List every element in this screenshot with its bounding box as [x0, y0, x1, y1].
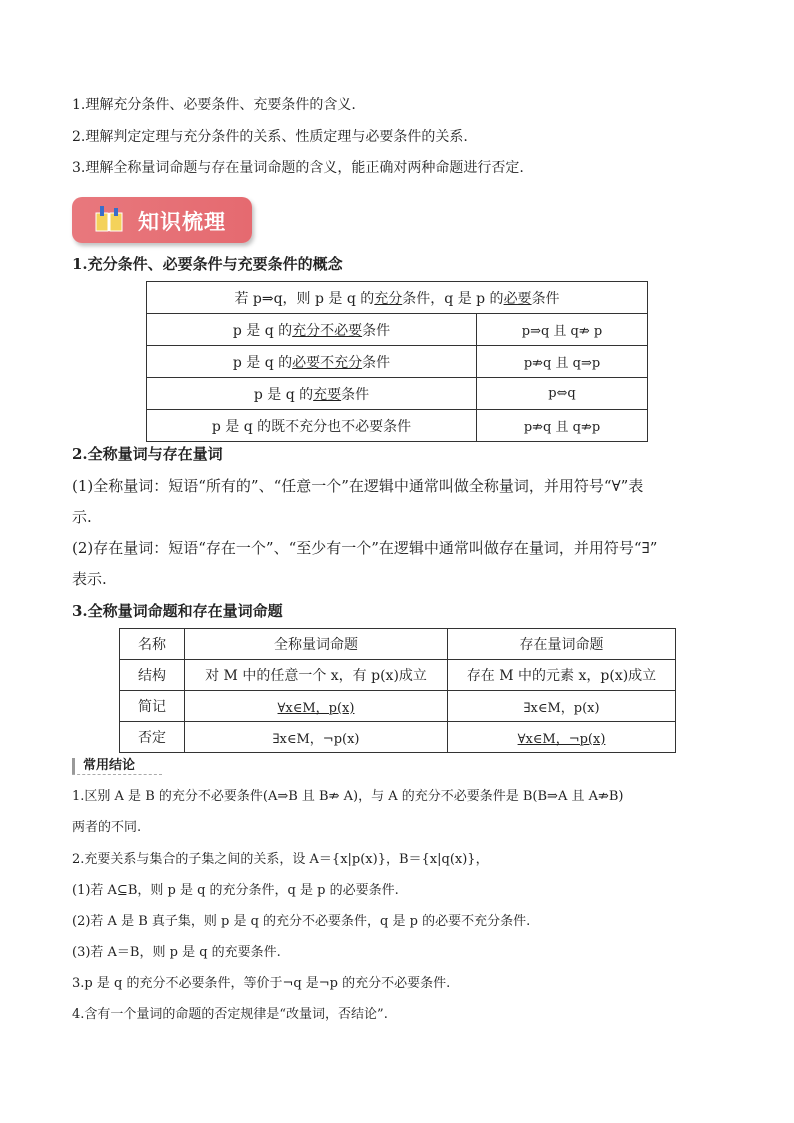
section1-heading: 1.充分条件、必要条件与充要条件的概念: [72, 255, 343, 273]
banner-title: 知识梳理: [138, 210, 226, 234]
table-row: 结构 对 M 中的任意一个 x，有 p(x)成立 存在 M 中的元素 x，p(x)成立: [120, 660, 676, 691]
quantifier-line-3: (2)存在量词：短语“存在一个”、“至少有一个”在逻辑中通常叫做存在量词，并用符号“∃”: [72, 539, 658, 557]
quantifier-line-2: 示.: [72, 508, 92, 526]
conclusion-line-8: 4.含有一个量词的命题的否定规律是“改量词，否结论”.: [72, 1007, 388, 1022]
concept-table-header: 若 p⇒q，则 p 是 q 的充分条件，q 是 p 的必要条件: [147, 282, 648, 314]
section2-heading: 2.全称量词与存在量词: [72, 445, 223, 463]
table-row: p 是 q 的充分不必要条件 p⇒q 且 q⇏ p: [147, 314, 648, 346]
quantifier-line-1: (1)全称量词：短语“所有的”、“任意一个”在逻辑中通常叫做全称量词，并用符号“∀”表: [72, 477, 644, 495]
conclusion-line-4: (1)若 A⊆B，则 p 是 q 的充分条件，q 是 p 的必要条件.: [72, 883, 399, 898]
table-row: 否定 ∃x∈M，¬p(x) ∀x∈M，¬p(x): [120, 722, 676, 753]
objective-1: 1.理解充分条件、必要条件、充要条件的含义.: [72, 97, 356, 113]
table-row: 简记 ∀x∈M，p(x) ∃x∈M，p(x): [120, 691, 676, 722]
table-row: p 是 q 的既不充分也不必要条件 p⇏q 且 q⇏p: [147, 410, 648, 442]
table-row: p 是 q 的充要条件 p⇔q: [147, 378, 648, 410]
tag-divider: [72, 774, 162, 775]
quantifier-table: 名称 全称量词命题 存在量词命题 结构 对 M 中的任意一个 x，有 p(x)成立 存在 M 中的元素 x，p(x)成立 简记 ∀x∈M，p(x) ∃x∈M，p(x) 否定 ∃x∈M，¬p(x) ∀x∈M，¬p(x): [119, 628, 676, 753]
conclusion-line-7: 3.p 是 q 的充分不必要条件，等价于¬q 是¬p 的充分不必要条件.: [72, 976, 451, 991]
table-row: p 是 q 的必要不充分条件 p⇏q 且 q⇒p: [147, 346, 648, 378]
section3-heading: 3.全称量词命题和存在量词命题: [72, 602, 283, 620]
conclusion-line-1: 1.区别 A 是 B 的充分不必要条件(A⇒B 且 B⇏ A)，与 A 的充分不必要条件是 B(B⇒A 且 A⇏B): [72, 789, 624, 804]
conclusion-line-3: 2.充要关系与集合的子集之间的关系，设 A＝{x|p(x)}，B＝{x|q(x)}，: [72, 852, 489, 867]
concept-table: [146, 281, 648, 442]
conclusion-line-6: (3)若 A＝B，则 p 是 q 的充要条件.: [72, 945, 281, 960]
conclusions-tag: 常用结论: [72, 758, 135, 774]
book-icon: [92, 203, 126, 241]
conclusion-line-5: (2)若 A 是 B 真子集，则 p 是 q 的充分不必要条件，q 是 p 的必要不充分条件.: [72, 914, 531, 929]
section-banner: [72, 197, 252, 243]
objective-3: 3.理解全称量词命题与存在量词命题的含义，能正确对两种命题进行否定.: [72, 160, 524, 176]
conclusion-line-2: 两者的不同.: [72, 820, 142, 835]
objective-2: 2.理解判定定理与充分条件的关系、性质定理与必要条件的关系.: [72, 129, 468, 145]
quantifier-line-4: 表示.: [72, 570, 107, 588]
